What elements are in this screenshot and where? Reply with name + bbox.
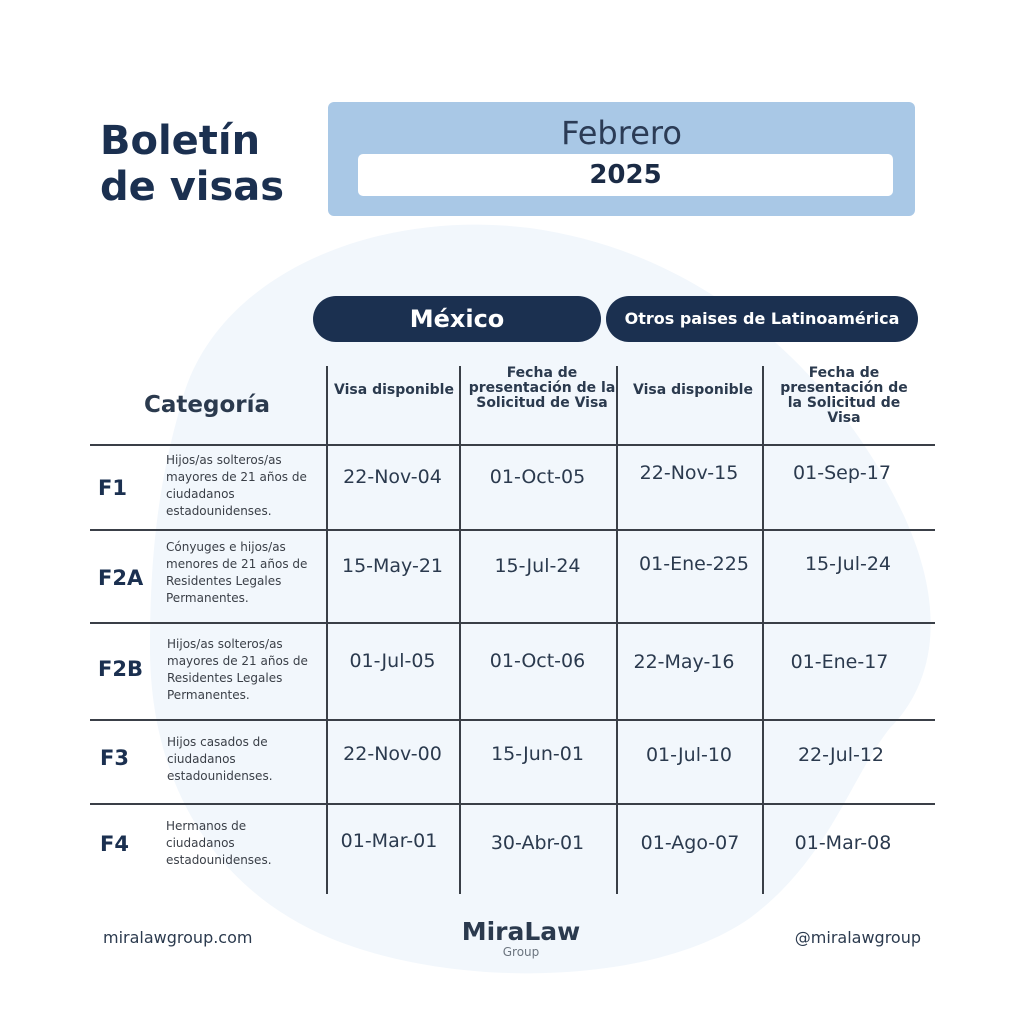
table-cell: 01-Sep-17 — [793, 462, 891, 484]
table-cell: 01-Ago-07 — [640, 832, 740, 854]
col-header-lat-visa: Visa disponible — [633, 382, 753, 398]
table-row-divider — [90, 444, 935, 446]
category-description: Hermanos de ciudadanos estadounidenses. — [166, 819, 272, 867]
title-line-1: Boletín — [100, 118, 261, 164]
category-description: Hijos/as solteros/as mayores de 21 años de Residentes Legales Permanentes. — [167, 637, 308, 702]
col-header-mx-fecha: Fecha de presentación de la Solicitud de Visa — [468, 365, 616, 411]
logo-name: MiraLaw — [461, 917, 581, 946]
table-cell: 01-Jul-05 — [349, 650, 436, 672]
table-cell: 22-Nov-15 — [639, 462, 739, 484]
table-cell: 01-Ene-225 — [639, 553, 749, 575]
col-header-mx-visa: Visa disponible — [334, 382, 454, 398]
page-title — [100, 118, 284, 210]
month-label: Febrero — [561, 114, 682, 152]
table-cell: 22-Nov-04 — [343, 466, 442, 488]
table-cell: 01-Mar-08 — [794, 832, 892, 854]
table-row-divider — [90, 803, 935, 805]
table-cell: 22-Jul-12 — [797, 744, 885, 766]
category-code: F1 — [98, 476, 127, 500]
table-cell: 01-Mar-01 — [340, 830, 438, 852]
table-cell: 22-May-16 — [633, 651, 735, 673]
table-cell: 01-Ene-17 — [790, 651, 889, 673]
table-cell: 15-May-21 — [341, 555, 443, 577]
category-code: F2B — [98, 657, 143, 681]
table-cell: 15-Jul-24 — [494, 555, 581, 577]
table-row-divider — [90, 529, 935, 531]
region-latam: Otros paises de Latinoamérica — [606, 296, 918, 342]
logo-subtitle: Group — [502, 945, 540, 959]
table-row-divider — [90, 719, 935, 721]
category-description: Hijos/as solteros/as mayores de 21 años de ciudadanos estadounidenses. — [166, 453, 307, 518]
table-cell: 30-Abr-01 — [490, 832, 585, 854]
table-cell: 15-Jul-24 — [804, 553, 892, 575]
brand-logo — [458, 918, 584, 958]
category-code: F2A — [98, 566, 144, 590]
category-header: Categoría — [144, 392, 271, 418]
table-row-divider — [90, 622, 935, 624]
category-description: Hijos casados de ciudadanos estadounidenses. — [167, 735, 273, 783]
table-cell: 01-Oct-05 — [489, 466, 586, 488]
date-box — [328, 102, 915, 216]
table-cell: 22-Nov-00 — [343, 743, 442, 765]
table-cell: 15-Jun-01 — [491, 743, 584, 765]
region-mexico: México — [313, 296, 601, 342]
year-label: 2025 — [358, 154, 893, 196]
social-handle[interactable]: @miralawgroup — [794, 928, 921, 947]
category-code: F3 — [100, 746, 129, 770]
category-code: F4 — [100, 832, 129, 856]
table-cell: 01-Oct-06 — [489, 650, 586, 672]
col-header-lat-fecha: Fecha de presentación de la Solicitud de Visa — [780, 365, 908, 426]
website-link[interactable]: miralawgroup.com — [103, 928, 253, 947]
table-cell: 01-Jul-10 — [645, 744, 733, 766]
title-line-2: de visas — [100, 164, 285, 210]
category-description: Cónyuges e hijos/as menores de 21 años de Residentes Legales Permanentes. — [166, 540, 308, 605]
